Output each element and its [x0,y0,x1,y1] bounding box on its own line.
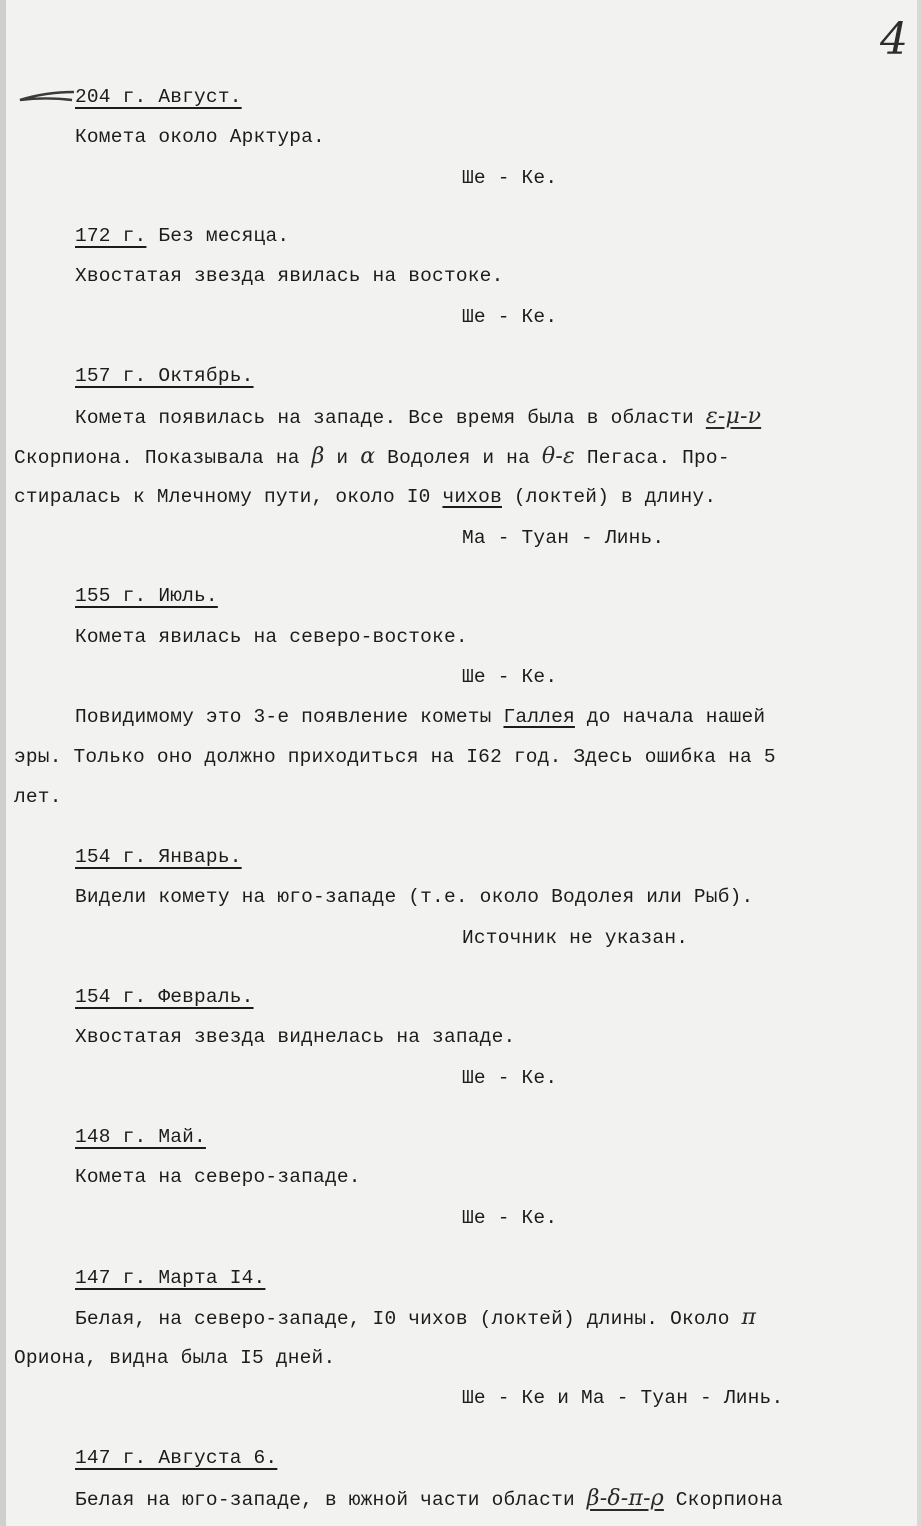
text-fragment: стиралась к Млечному пути, около I0 [14,486,443,508]
entry-text: Хвостатая звезда виднелась на западе. [75,1026,516,1048]
text-fragment: Белая, на северо-западе, I0 чихов (локтей) длины. Около [75,1308,742,1330]
text-fragment: и [324,447,361,469]
text-fragment: Повидимому это 3-е появление кометы [75,706,504,728]
greek-letter-handwritten: π [741,1305,757,1330]
greek-letters-handwritten: ε-μ-ν [705,404,762,429]
text-fragment: Скорпиона. Показывала на [14,447,312,469]
entry-note-line: эры. Только оно должно приходиться на I62 год. Здесь ошибка на 5 [14,746,776,768]
page-edge-right [917,0,921,1526]
entry-heading-rest: Без месяца. [146,225,290,247]
text-fragment: Белая на юго-западе, в южной части области [75,1489,587,1511]
underlined-word: чихов [442,486,502,508]
entry-source: Ше - Ке. [462,666,558,688]
entry-source: Ше - Ке. [462,1207,558,1229]
greek-letters-handwritten: β-δ-π-ρ [586,1486,664,1511]
entry-source: Ше - Ке. [462,167,558,189]
entry-heading: 147 г. Марта I4. [75,1267,266,1289]
text-fragment: до начала нашей [574,706,766,728]
page-edge-left [0,0,6,1526]
entry-heading: 147 г. Августа 6. [75,1447,278,1469]
entry-source: Ше - Ке. [462,1067,558,1089]
entry-text: Хвостатая звезда явилась на востоке. [75,265,504,287]
text-fragment: Пегаса. Про- [575,447,730,469]
entry-heading: 154 г. Январь. [75,846,242,868]
entry-heading: 155 г. Июль. [75,585,218,607]
entry-text-line [14,485,716,509]
entry-text: Комета явилась на северо-востоке. [75,626,468,648]
entry-heading: 157 г. Октябрь. [75,365,254,387]
entry-text-line [75,1487,783,1512]
text-fragment: Водолея и на [375,447,542,469]
greek-letter-handwritten: β [311,444,325,469]
entry-text-line [14,445,730,470]
entry-text-line [75,1306,756,1331]
entry-source: Ше - Ке. [462,306,558,328]
entry-source: Ше - Ке и Ма - Туан - Линь. [462,1387,784,1409]
page-number: 4 [880,14,908,65]
entry-heading: 172 г. [75,225,147,247]
text-fragment: Скорпиона [663,1489,783,1511]
entry-heading-line [75,224,289,248]
entry-text: Комета на северо-западе. [75,1166,361,1188]
greek-letters-handwritten: θ-ε [541,444,575,469]
entry-heading: 204 г. Август. [75,86,242,108]
entry-text: Комета около Арктура. [75,126,325,148]
margin-arrow-mark [16,86,76,108]
entry-note-line: лет. [14,786,62,808]
entry-text-line [75,405,761,430]
entry-note-line [75,705,765,729]
entry-source: Ма - Туан - Линь. [462,527,665,549]
text-fragment: (локтей) в длину. [501,486,717,508]
underlined-word: Галлея [503,706,575,728]
greek-letter-handwritten: α [360,444,376,469]
entry-text: Видели комету на юго-западе (т.е. около Водолея или Рыб). [75,886,754,908]
entry-heading: 148 г. Май. [75,1126,206,1148]
text-fragment: Комета появилась на западе. Все время была в области [75,407,706,429]
entry-source: Источник не указан. [462,927,689,949]
entry-heading: 154 г. Февраль. [75,986,254,1008]
entry-text-line: Ориона, видна была I5 дней. [14,1347,336,1369]
